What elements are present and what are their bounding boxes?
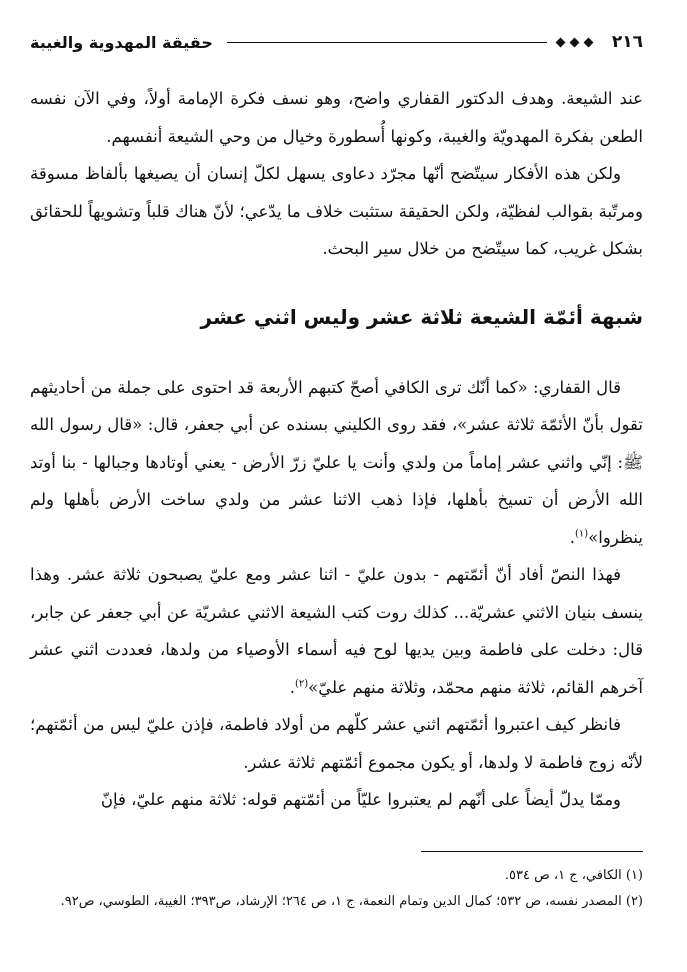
diamond-icon [555,37,565,47]
paragraph-text: قال القفاري: «كما أنّك ترى الكافي أصحّ كتبهم الأربعة قد احتوى على جملة من أحاديثهم تقول بأنّ الأئمّة ثلاثة عشر»، فقد روى الكليني بسنده عن أبي جعفر، قال: «قال رسول الله ﷺ: إنّي واثني عشر إماماً من ولدي وأنت يا عليّ زرّ الأرض - يعني أوتادها وجبالها - بنا أوتد الله الأرض أن تسيخ بأهلها، فإذا ذهب الاثنا عشر من ولدي ساخت الأرض بأهلها ولم ينظروا» [30,377,643,547]
header-ornament [227,39,598,46]
footnote-ref-1: (١) [574,528,589,539]
footnote-separator [421,851,643,852]
running-header [30,27,643,57]
section-heading: شبهة أئمّة الشيعة ثلاثة عشر وليس اثني عشر [200,304,643,329]
paragraph: فانظر كيف اعتبروا أئمّتهم اثني عشر كلّهم من أولاد فاطمة، فإذن عليّ ليس من أئمّتهم؛ لأنّه زوج فاطمة لا ولدها، أو يكون مجموع أئمّتهم ثلاثة عشر. [30,715,643,772]
footnote-1: (١) الكافي، ج ١، ص ٥٣٤. [504,868,643,883]
diamond-icon [569,37,579,47]
paragraph: قال القفاري: «كما أنّك ترى الكافي أصحّ كتبهم الأربعة قد احتوى على جملة من أحاديثهم تقول بأنّ الأئمّة ثلاثة عشر»، فقد روى الكليني بسنده عن أبي جعفر، قال: «قال رسول الله ﷺ: إنّي واثني عشر إماماً من ولدي وأنت يا عليّ زرّ الأرض - يعني أوتادها وجبالها - بنا أوتد الله الأرض أن تسيخ بأهلها، فإذا ذهب الاثنا عشر من ولدي ساخت الأرض بأهلها ولم ينظروا»$^{(١)}$. [30,377,643,547]
header-rule [227,42,547,43]
footnotes [30,863,643,915]
page-number: ٢١٦ [611,32,643,52]
footnote-2: (٢) المصدر نفسه، ص ٥٣٢؛ كمال الدين وتمام النعمة، ج ١، ص ٢٦٤؛ الإرشاد، ص٣٩٣؛ الغيبة، الطوسي، ص٩٢. [60,894,643,909]
paragraph: فهذا النصّ أفاد أنّ أئمّتهم - بدون عليّ - اثنا عشر ومع عليّ يصبحون ثلاثة عشر. وهذا ينسف بنيان الاثني عشريّة... كذلك روت كتب الشيعة الاثني عشريّة عن أبي جعفر عن جابر، قال: دخلت على فاطمة وبين يديها لوح فيه أسماء الأوصياء من ولدها، فعددت اثني عشر آخرهم القائم، ثلاثة منهم محمّد، وثلاثة منهم عليّ»$^{(٢)}$. [30,565,643,697]
diamond-ornament-icon [557,39,592,46]
paragraph: وممّا يدلّ أيضاً على أنّهم لم يعتبروا عليّاً من أئمّتهم قوله: ثلاثة منهم عليّ، فإنّ [100,790,621,809]
diamond-icon [583,37,593,47]
body-text [30,80,643,819]
footnote-ref-2: (٢) [294,678,309,689]
paragraph-text: فهذا النصّ أفاد أنّ أئمّتهم - بدون عليّ - اثنا عشر ومع عليّ يصبحون ثلاثة عشر. وهذا ينسف بنيان الاثني عشريّة... كذلك روت كتب الشيعة الاثني عشريّة عن أبي جعفر عن جابر، قال: دخلت على فاطمة وبين يديها لوح فيه أسماء الأوصياء من ولدها، فعددت اثني عشر آخرهم القائم، ثلاثة منهم محمّد، وثلاثة منهم عليّ» [30,565,643,697]
paragraph: ولكن هذه الأفكار سيتّضح أنّها مجرّد دعاوى يسهل لكلّ إنسان أن يصيغها بألفاظ مسوقة ومرتّبة بقوالب لفظيّة، ولكن الحقيقة ستثبت خلاف ما يدّعي؛ لأنّ هناك قلباً وتشويهاً للحقائق بشكل غريب، كما سيتّضح من خلال سير البحث. [30,164,643,258]
running-title: حقيقة المهدوية والغيبة [30,32,213,52]
paragraph: عند الشيعة. وهدف الدكتور القفاري واضح، وهو نسف فكرة الإمامة أولاً، وفي الآن نفسه الطعن بفكرة المهدويّة والغيبة، وكونها أُسطورة وخيال من وحي الشيعة أنفسهم. [30,89,643,146]
